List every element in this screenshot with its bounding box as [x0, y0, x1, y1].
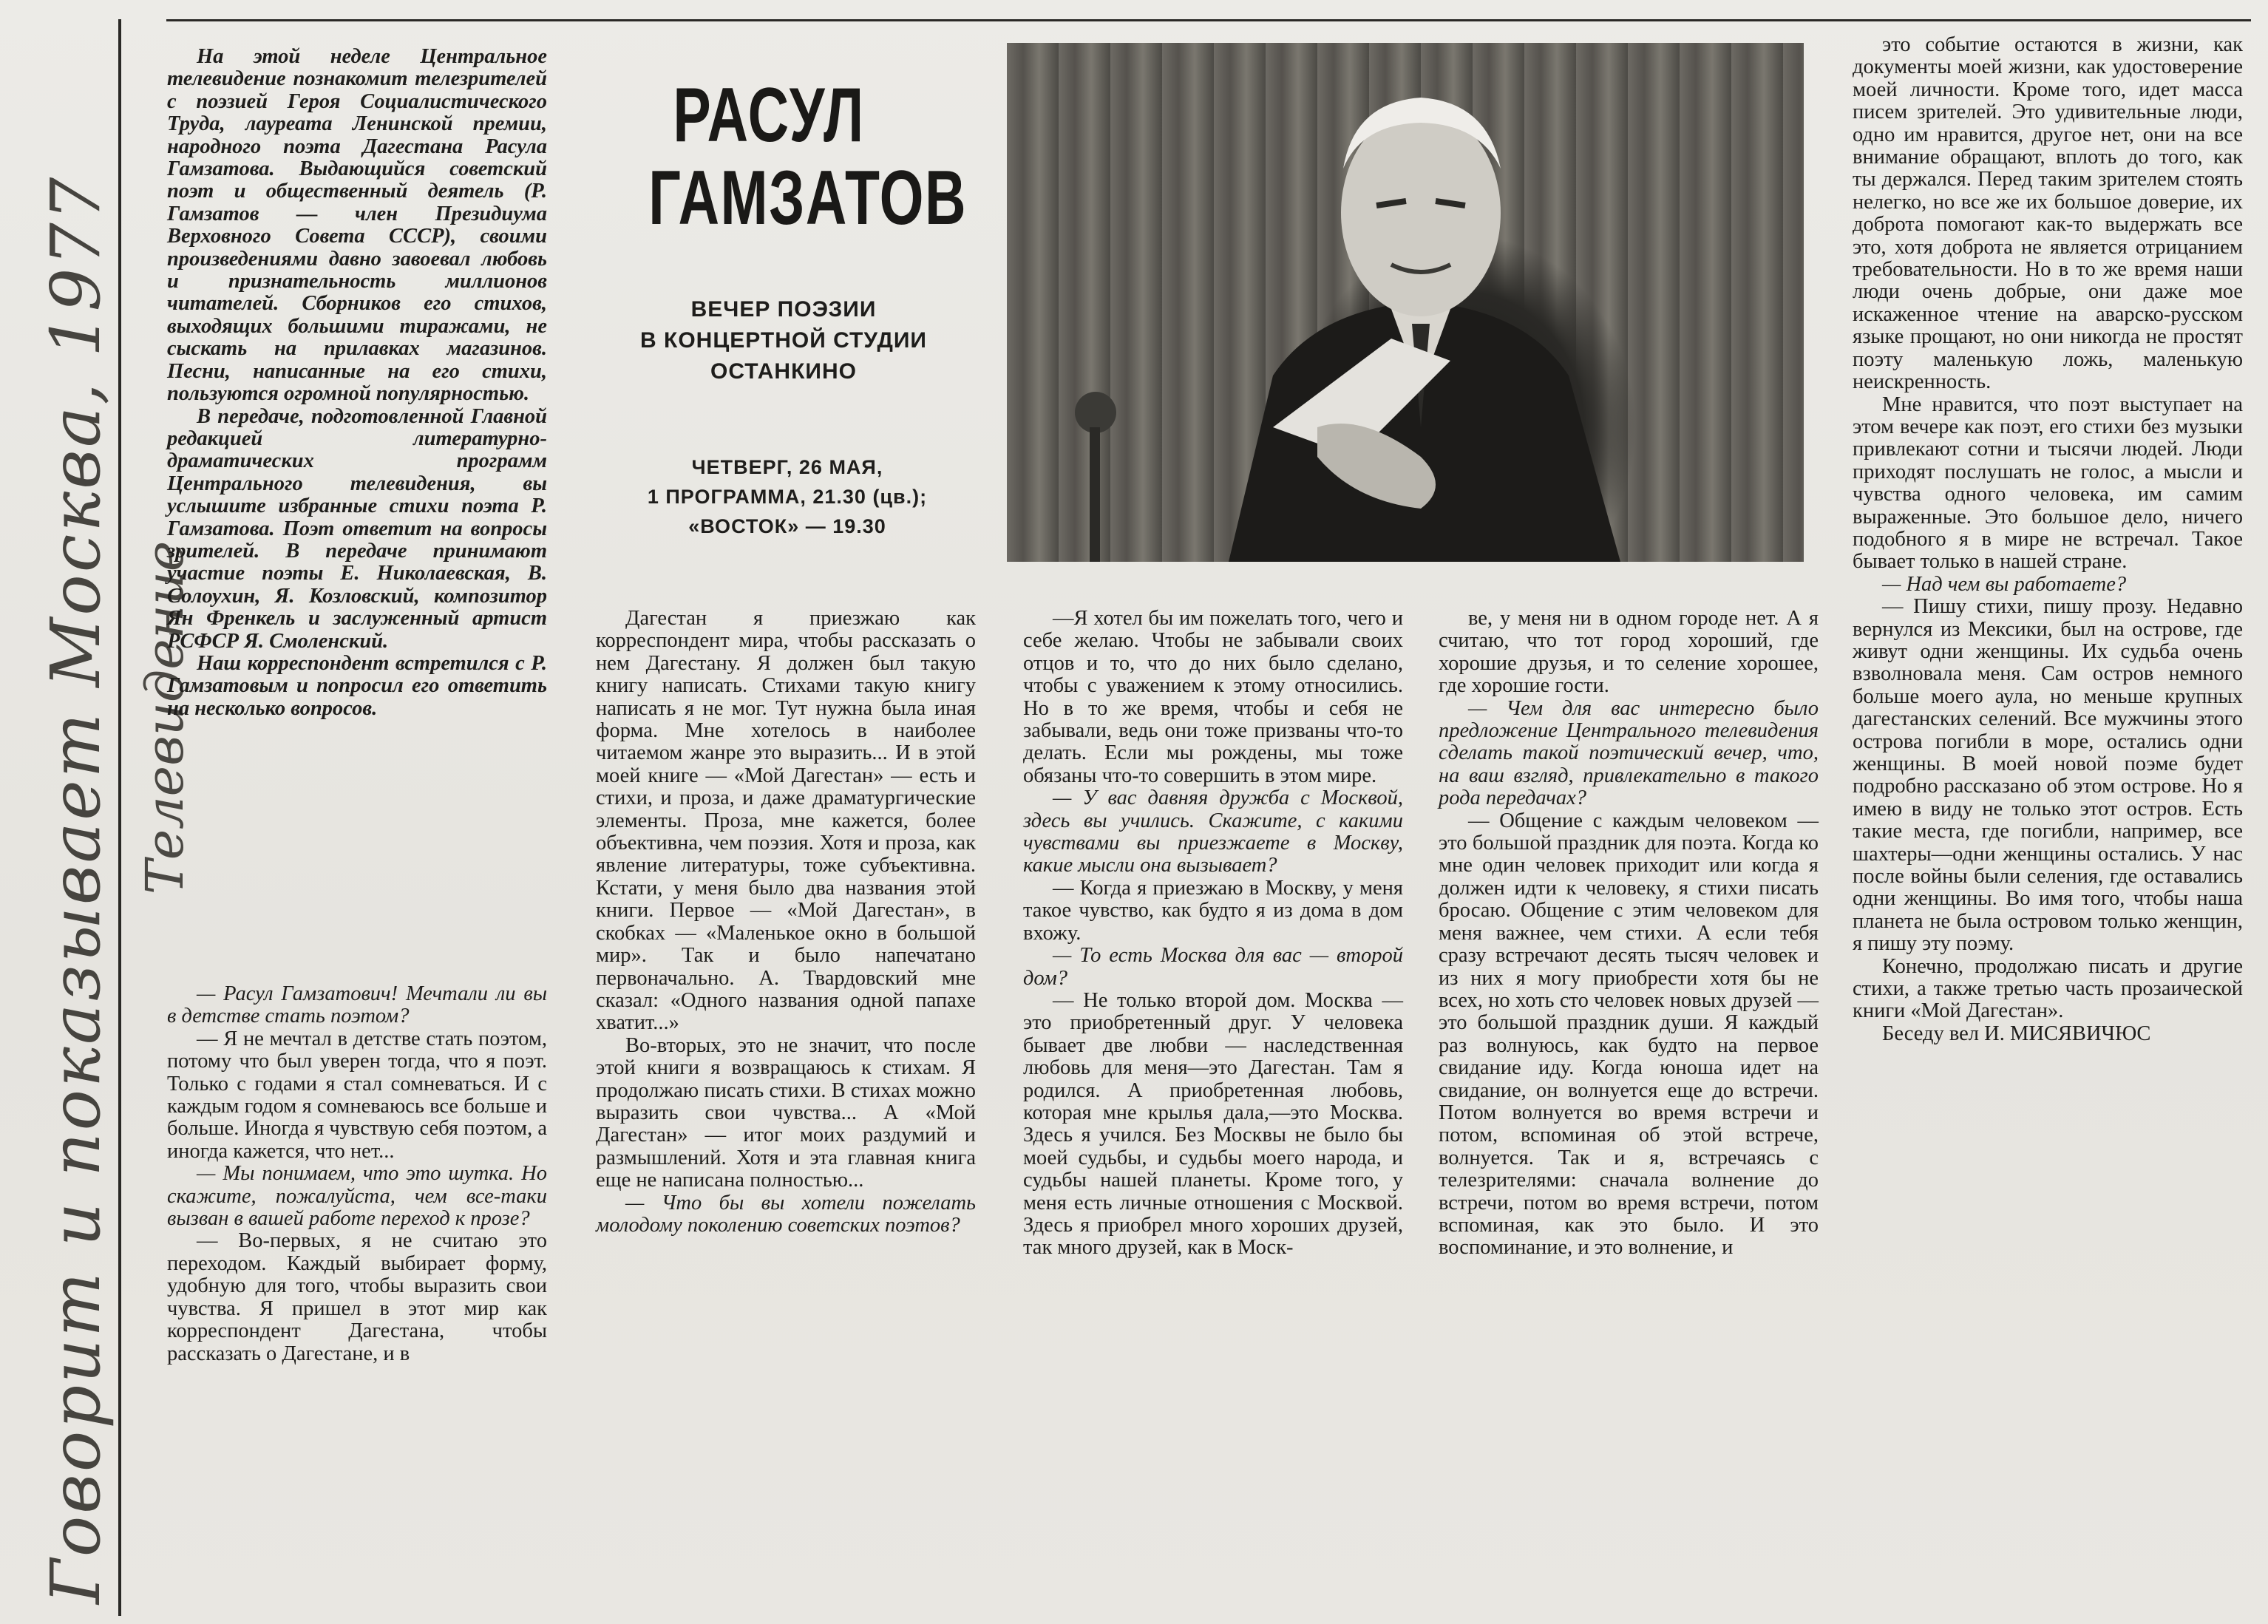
answer: Во-вторых, это не значит, что после этой книги я возвращаюсь к стихам. Я продолжаю писать стихи. В стихах можно выразить свои чувства... А «Мой Дагестан» — итог моих раздумий и размышлений. Хотя и эта главная книга еще не написана полностью... [596, 1033, 976, 1192]
subtitle-line: В КОНЦЕРТНОЙ СТУДИИ [640, 328, 927, 353]
intro-paragraph: В передаче, подготовленной Главной редакцией литературно-драматических программ Центрального телевидения, вы услышите избранные стихи поэта Р. Гамзатова. Поэт ответит на вопросы зрителей. В передаче принимают участие поэты Е. Николаевская, В. Солоухин, Я. Козловский, композитор Ян Френкель и заслуженный артист РСФСР Я. Смоленский. [167, 404, 547, 653]
answer: это событие остаются в жизни, как документы моей жизни, как удостоверение моей личности. Кроме того, идет масса писем зрителей. Это удивительные люди, одно им нравится, другое нет, они на все внимание обращают, вплоть до того, как ты держался. Перед таким зрителем стоять нелегко, но все же их большое доверие, их доброта помогают как-то выдержать все это, хотя доброта не является отрицанием требовательности. Но в то же время наши люди очень добрые, они даже мое искаженное чтение на аварско-русском языке прощают, но они никогда не простят поэту маленькую ложь, маленькую неискренность. [1853, 33, 2243, 394]
headline-line: РАСУЛ [673, 72, 865, 158]
answer: — Не только второй дом. Москва — это приобретенный друг. У человека бывает две любви — наследственная любовь для меня—это Дагестан. Там я родился. А приобретенная любовь, которая мне крылья дала,—это Москва. Здесь я учился. Без Москвы не было бы моей судьбы, и судьбы моего народа, и судьбы нашей планеты. Кроме того, у меня есть личные отношения с Москвой. Здесь я приобрел много хороших друзей, так много друзей, как в Моск- [1023, 988, 1403, 1260]
intro-paragraph: На этой неделе Центральное телевидение познакомит телезрителей с поэзией Героя Социалистического Труда, лауреата Ленинской премии, народного поэта Дагестана Расула Гамзатова. Выдающийся советский поэт и общественный деятель (Р. Гамзатов — член Президиума Верховного Совета СССР), своими произведениями давно завоевал любовь и признательность миллионов читателей. Сборников его стихов, выходящих большими тиражами, не сыскать на прилавках магазинов. Песни, написанные на его стихи, пользуются огромной популярностью. [167, 45, 547, 406]
answer: Дагестан я приезжаю как корреспондент мира, чтобы рассказать о нем Дагестану. Я должен был такую книгу написать. Стихами такую книгу написать я не мог. Тут нужна была иная форма. Мне хотелось в наиболее читаемом жанре это выразить... И в этой моей книге — «Мой Дагестан» — есть и стихи, и проза, и даже драматургические элементы. Проза, мне кажется, более объективна, чем поэзия. Хотя и проза, как явление литературы, тоже субъективна. Кстати, у меня было два названия этой книги. Первое — «Мой Дагестан», в скобках — «Маленькое окно в большой мир». Так и было напечатано первоначально. А. Твардовский мне сказал: «Одного названия одной папахе хватит...» [596, 607, 976, 1035]
schedule-line: «ВОСТОК» — 19.30 [688, 515, 886, 537]
answer: —Я хотел бы им пожелать того, чего и себе желаю. Чтобы не забывали своих отцов и то, что до них было сделано, чтобы с уважением к этому относились. Но в то же время, чтобы и себя не забывали, ведь они тоже призваны что-то делать. Если мы рождены, мы тоже обязаны что-то совершить в этом мире. [1023, 607, 1403, 787]
answer: Мне нравится, что поэт выступает на этом вечере как поэт, его стихи без музыки привлекают сотни и тысячи людей. Люди приходят послушать не голос, а мысли и чувства одного человека, им самим выраженные. Это большое дело, ничего подобного я в мире не встречал. Такое бывает только в нашей стране. [1853, 393, 2243, 574]
top-rule [166, 19, 2251, 21]
answer: Конечно, продолжаю писать и другие стихи, а также третью часть прозаической книги «Мой Дагестан». [1853, 954, 2243, 1023]
column-5 [1853, 34, 2243, 1045]
headline [648, 72, 968, 241]
handwritten-margin-note-2: Телевидение [135, 540, 195, 894]
answer: — Пишу стихи, пишу прозу. Недавно вернулся из Мексики, был на острове, где живут одни женщины. Их судьба очень взволновала меня. Сам остров немного больше моего аула, но меньше крупных дагестанских селений. Все мужчины этого острова погибли в море, остались одни женщины. В моей новой поэме будет подробно рассказано об этом острове. Но я имею в виду не только этот остров. Есть такие места, где погибли, например, все шахтеры—одни женщины остались. У нас после войны были селения, где оставались одни женщины. Во имя того, чтобы наша планета не была островом только женщин, я пишу эту поэму. [1853, 595, 2243, 956]
answer: ве, у меня ни в одном городе нет. А я считаю, что тот город хороший, где хорошие друзья, и то селение хорошее, где хорошие гости. [1439, 607, 1819, 698]
answer: — Во-первых, я не считаю это переходом. Каждый выбирает форму, удобную для того, чтобы выразить свои чувства. Я пришел в этот мир как корреспондент Дагестана, чтобы рассказать о Дагестане, и в [167, 1229, 547, 1365]
column-2 [596, 608, 976, 1237]
portrait-photo [1007, 43, 1804, 562]
headline-line: ГАМЗАТОВ [648, 155, 968, 241]
subtitle-line: ОСТАНКИНО [710, 359, 857, 384]
subtitle-line: ВЕЧЕР ПОЭЗИИ [690, 297, 877, 322]
broadcast-schedule [614, 452, 961, 541]
question: — Чем для вас интересно было предложение Центрального телевидения сделать такой поэтический вечер, что, на ваш взгляд, привлекательно в такого рода передачах? [1439, 696, 1819, 810]
question: — Что бы вы хотели пожелать молодому поколению советских поэтов? [596, 1191, 976, 1237]
subtitle [621, 294, 946, 387]
portrait-illustration [1007, 43, 1804, 562]
answer: — Я не мечтал в детстве стать поэтом, потому что был уверен тогда, что я поэт. Только с годами я стал сомневаться. И с каждым годом я сомневаюсь все больше и больше. Иногда я чувствую себя поэтом, а иногда кажется, что нет... [167, 1027, 547, 1163]
question: — Расул Гамзатович! Мечтали ли вы в детстве стать поэтом? [167, 982, 547, 1028]
handwritten-margin-note: Говорит и показывает Москва, 1977 [36, 174, 115, 1604]
question: — Мы понимаем, что это шутка. Но скажите, пожалуйста, чем все-таки вызван в вашей работе переход к прозе? [167, 1162, 547, 1231]
schedule-line: 1 ПРОГРАММА, 21.30 (цв.); [647, 486, 928, 508]
question: — Над чем вы работаете? [1882, 572, 2127, 596]
column-1 [167, 46, 547, 720]
question: — У вас давняя дружба с Москвой, здесь вы учились. Скажите, с какими чувствами вы приезжаете в Москву, какие мысли она вызывает? [1023, 786, 1403, 877]
byline: Беседу вел И. МИСЯВИЧЮС [1882, 1022, 2151, 1045]
answer: — Когда я приезжаю в Москву, у меня такое чувство, как будто я из дома в дом вхожу. [1023, 876, 1403, 945]
answer: — Общение с каждым человеком — это большой праздник для поэта. Когда ко мне один человек приходит или когда я должен идти к человеку, я стихи писать бросаю. Общение с этим человеком для меня важнее, чем стихи. А если тебя сразу встречают десять тысяч человек и из них я могу приобрести хотя бы не всех, но хоть сто человек новых друзей — это большой праздник души. Я каждый раз волнуюсь, как будто на первое свидание иду. Когда юноша идет на свидание, он волнуется еще до встречи. Потом волнуется во время встречи и потом, вспоминая об этой встрече, волнуется. Так и я, встречаясь с телезрителями: сначала волнение до встречи, потом во время встречи, потом вспоминая, как это было. И это воспоминание, и это волнение, и [1439, 809, 1819, 1260]
column-1-interview [167, 983, 547, 1365]
schedule-line: ЧЕТВЕРГ, 26 МАЯ, [691, 456, 883, 478]
question: — То есть Москва для вас — второй дом? [1023, 944, 1403, 990]
intro-paragraph: Наш корреспондент встретился с Р. Гамзатовым и попросил его ответить на несколько вопросов. [167, 651, 547, 720]
column-3 [1023, 608, 1403, 1260]
column-4 [1439, 608, 1819, 1260]
